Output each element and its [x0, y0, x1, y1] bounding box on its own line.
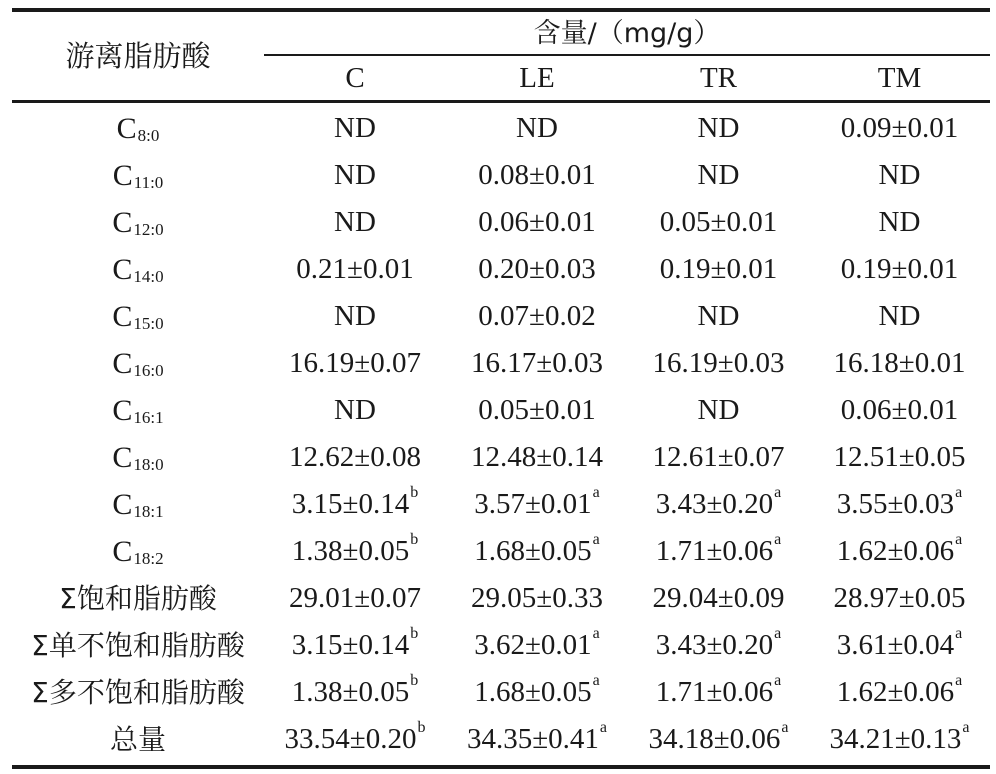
- value-text: 0.06±0.01: [840, 394, 959, 426]
- value-cell: [628, 246, 809, 293]
- row-label-text: Σ饱和脂肪酸: [59, 581, 217, 615]
- value-cell: [628, 293, 809, 340]
- value-cell: [446, 669, 628, 716]
- value-cell: [809, 199, 990, 246]
- value-text: ND: [334, 206, 376, 238]
- value-text: 3.15±0.14: [291, 629, 410, 661]
- value-text: ND: [878, 300, 921, 332]
- carbon-subscript: 14:0: [133, 267, 164, 286]
- row-label: [12, 434, 264, 481]
- value-cell: [446, 481, 628, 528]
- value-cell: [809, 716, 990, 763]
- value-cell: [264, 387, 446, 434]
- value-text: 3.61±0.04: [836, 629, 955, 661]
- value-text: 33.54±0.20: [284, 723, 417, 755]
- value-cell: [264, 481, 446, 528]
- value-cell: [628, 105, 809, 152]
- significance-letter: a: [774, 483, 782, 501]
- row-label-text: C: [112, 440, 133, 474]
- value-text: ND: [334, 112, 376, 144]
- significance-letter: a: [955, 671, 963, 689]
- carbon-subscript: 15:0: [133, 314, 164, 333]
- value-text: 1.38±0.05: [291, 676, 410, 708]
- value-cell: [264, 716, 446, 763]
- value-cell: [264, 340, 446, 387]
- value-cell: [628, 152, 809, 199]
- value-cell: [446, 105, 628, 152]
- value-text: ND: [697, 394, 740, 426]
- value-text: 28.97±0.05: [833, 582, 966, 614]
- row-label-text: C: [112, 299, 133, 333]
- significance-letter: a: [955, 483, 963, 501]
- significance-letter: a: [592, 624, 600, 642]
- value-cell: [264, 434, 446, 481]
- carbon-subscript: 16:1: [133, 408, 164, 427]
- value-text: 16.17±0.03: [471, 347, 603, 379]
- value-cell: [264, 293, 446, 340]
- row-label-text: C: [112, 393, 133, 427]
- value-text: 3.62±0.01: [474, 629, 592, 661]
- value-text: 1.71±0.06: [655, 676, 774, 708]
- value-text: 0.19±0.01: [840, 253, 959, 285]
- value-cell: [446, 152, 628, 199]
- value-cell: [809, 669, 990, 716]
- value-text: 16.18±0.01: [833, 347, 966, 379]
- value-cell: [809, 387, 990, 434]
- row-label: [12, 528, 264, 575]
- value-cell: [264, 246, 446, 293]
- carbon-subscript: 18:2: [133, 549, 164, 568]
- value-cell: [446, 434, 628, 481]
- significance-letter: a: [774, 530, 782, 548]
- value-text: 1.62±0.06: [836, 535, 955, 567]
- value-cell: [446, 387, 628, 434]
- value-cell: [809, 246, 990, 293]
- value-cell: [446, 528, 628, 575]
- value-text: 0.06±0.01: [478, 206, 596, 238]
- value-text: 1.71±0.06: [655, 535, 774, 567]
- value-cell: [264, 575, 446, 622]
- row-header-label: 游离脂肪酸: [65, 38, 211, 73]
- significance-letter: a: [955, 624, 963, 642]
- significance-letter: a: [592, 671, 600, 689]
- row-label-text: C: [112, 252, 133, 286]
- value-text: 3.55±0.03: [836, 488, 955, 520]
- value-text: 0.19±0.01: [659, 253, 778, 285]
- row-label-text: C: [112, 534, 133, 568]
- row-label-text: 总量: [109, 722, 166, 756]
- header-bottom-rule: [12, 100, 990, 103]
- value-text: 0.07±0.02: [478, 300, 596, 332]
- row-label: [12, 575, 264, 622]
- value-text: 34.18±0.06: [648, 723, 781, 755]
- value-cell: [628, 622, 809, 669]
- value-cell: [446, 199, 628, 246]
- significance-letter: a: [774, 624, 782, 642]
- column-header: TR: [699, 61, 738, 94]
- row-label: [12, 293, 264, 340]
- significance-letter: a: [592, 530, 600, 548]
- value-cell: [628, 340, 809, 387]
- value-text: ND: [697, 159, 740, 191]
- value-cell: [264, 622, 446, 669]
- column-header: TM: [877, 61, 922, 94]
- value-text: 3.43±0.20: [655, 629, 774, 661]
- column-header: C: [345, 61, 365, 94]
- value-cell: [628, 528, 809, 575]
- significance-letter: a: [781, 718, 789, 736]
- value-cell: [264, 528, 446, 575]
- significance-letter: b: [410, 483, 419, 501]
- value-cell: [809, 481, 990, 528]
- row-label-text: Σ多不饱和脂肪酸: [31, 675, 245, 709]
- row-label-text: C: [112, 158, 133, 192]
- value-cell: [809, 340, 990, 387]
- value-cell: [446, 575, 628, 622]
- significance-letter: a: [592, 483, 600, 501]
- value-text: 1.38±0.05: [291, 535, 410, 567]
- value-text: 16.19±0.07: [289, 347, 421, 379]
- value-cell: [628, 669, 809, 716]
- significance-letter: a: [962, 718, 970, 736]
- value-cell: [446, 716, 628, 763]
- row-label-text: C: [112, 346, 133, 380]
- value-text: 12.48±0.14: [471, 441, 603, 473]
- carbon-subscript: 16:0: [133, 361, 164, 380]
- row-label-text: Σ单不饱和脂肪酸: [31, 628, 245, 662]
- value-text: 1.68±0.05: [474, 535, 592, 567]
- value-text: ND: [697, 112, 740, 144]
- value-cell: [628, 434, 809, 481]
- value-cell: [446, 246, 628, 293]
- row-label: [12, 669, 264, 716]
- value-text: 3.15±0.14: [291, 488, 410, 520]
- bottom-rule: [12, 765, 990, 769]
- significance-letter: b: [410, 530, 419, 548]
- row-label: [12, 622, 264, 669]
- value-text: 34.21±0.13: [829, 723, 962, 755]
- row-label: [12, 152, 264, 199]
- value-cell: [628, 387, 809, 434]
- value-cell: [628, 481, 809, 528]
- row-label-text: C: [116, 111, 137, 145]
- value-text: 0.20±0.03: [478, 253, 596, 285]
- value-text: 12.62±0.08: [289, 441, 421, 473]
- value-text: 0.09±0.01: [840, 112, 959, 144]
- value-text: 16.19±0.03: [652, 347, 785, 379]
- value-text: ND: [334, 159, 376, 191]
- value-text: 1.62±0.06: [836, 676, 955, 708]
- row-label: [12, 387, 264, 434]
- value-text: 29.01±0.07: [289, 582, 421, 614]
- significance-letter: b: [417, 718, 426, 736]
- value-text: 0.21±0.01: [296, 253, 414, 285]
- value-cell: [809, 293, 990, 340]
- value-text: ND: [697, 300, 740, 332]
- row-label-text: C: [112, 487, 133, 521]
- value-text: 12.61±0.07: [652, 441, 785, 473]
- value-text: 12.51±0.05: [833, 441, 966, 473]
- significance-letter: a: [599, 718, 608, 736]
- row-label-text: C: [112, 205, 133, 239]
- value-cell: [809, 575, 990, 622]
- row-label: [12, 716, 264, 763]
- value-text: ND: [878, 206, 921, 238]
- row-label: [12, 481, 264, 528]
- value-cell: [628, 199, 809, 246]
- value-text: 0.05±0.01: [659, 206, 778, 238]
- value-text: 0.05±0.01: [478, 394, 596, 426]
- value-text: ND: [516, 112, 558, 144]
- value-cell: [264, 152, 446, 199]
- value-cell: [809, 105, 990, 152]
- significance-letter: b: [410, 671, 419, 689]
- value-text: 0.08±0.01: [478, 159, 596, 191]
- value-cell: [264, 105, 446, 152]
- value-cell: [446, 622, 628, 669]
- value-text: ND: [878, 159, 921, 191]
- value-cell: [264, 669, 446, 716]
- value-cell: [809, 528, 990, 575]
- value-cell: [809, 434, 990, 481]
- value-text: 3.57±0.01: [474, 488, 592, 520]
- row-label: [12, 199, 264, 246]
- value-text: 34.35±0.41: [466, 723, 599, 755]
- value-cell: [264, 199, 446, 246]
- value-text: 29.04±0.09: [652, 582, 785, 614]
- value-text: ND: [334, 394, 376, 426]
- row-label: [12, 105, 264, 152]
- value-cell: [628, 575, 809, 622]
- value-text: 29.05±0.33: [471, 582, 603, 614]
- row-label: [12, 246, 264, 293]
- carbon-subscript: 8:0: [137, 126, 160, 145]
- carbon-subscript: 18:0: [133, 455, 164, 474]
- value-text: 1.68±0.05: [474, 676, 592, 708]
- column-header: LE: [519, 61, 555, 94]
- carbon-subscript: 12:0: [133, 220, 164, 239]
- value-cell: [809, 152, 990, 199]
- value-text: ND: [334, 300, 376, 332]
- value-cell: [628, 716, 809, 763]
- value-cell: [809, 622, 990, 669]
- value-text: 3.43±0.20: [655, 488, 774, 520]
- significance-letter: a: [955, 530, 963, 548]
- value-cell: [446, 340, 628, 387]
- value-cell: [446, 293, 628, 340]
- group-header-label: 含量/（mg/g）: [533, 17, 721, 49]
- row-label: [12, 340, 264, 387]
- carbon-subscript: 18:1: [133, 502, 164, 521]
- carbon-subscript: 11:0: [133, 173, 164, 192]
- significance-letter: b: [410, 624, 419, 642]
- significance-letter: a: [774, 671, 782, 689]
